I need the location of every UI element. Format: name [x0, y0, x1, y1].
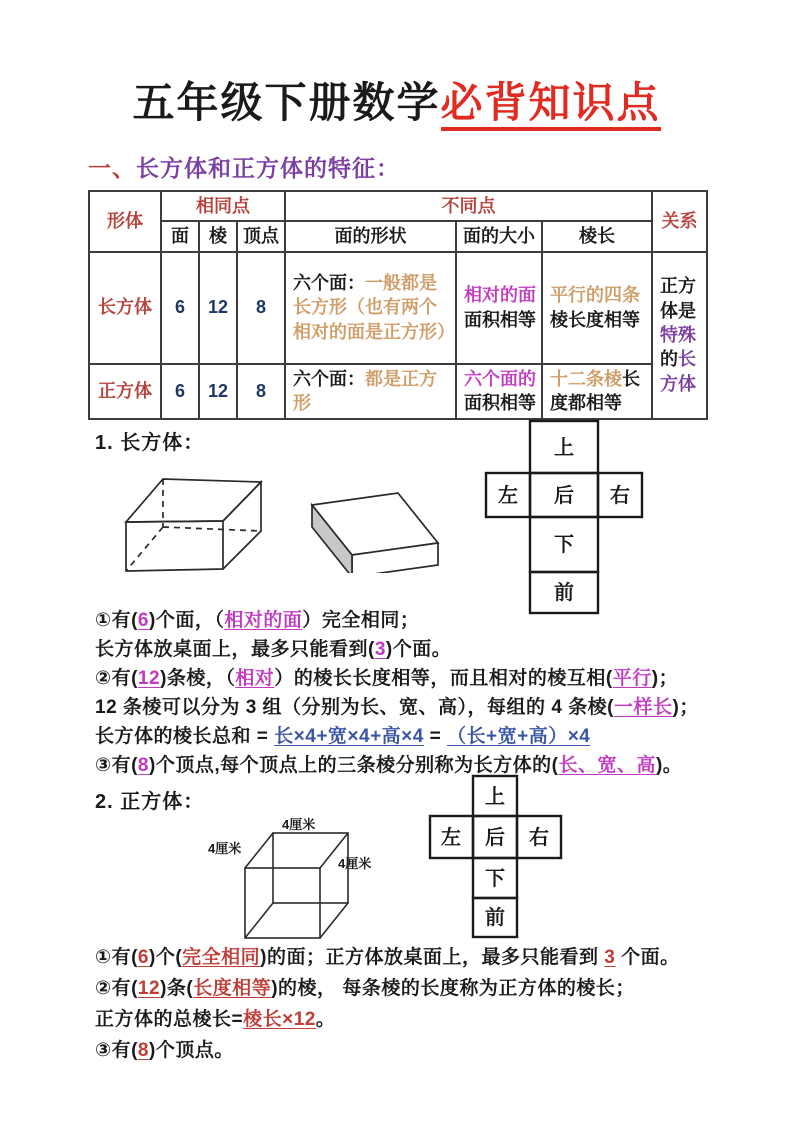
cube-note-line-4: ③有(8)个顶点。	[95, 1040, 234, 1061]
subsection-1-heading: 1. 长方体：	[95, 432, 205, 454]
cuboid-edges-count: 12	[199, 252, 237, 364]
cube-edge-label-left: 4厘米	[208, 841, 242, 856]
net1-face-right: 右	[610, 485, 630, 507]
net1-face-front: 前	[554, 582, 574, 604]
table-row-cuboid	[89, 252, 707, 364]
cube-faces-count: 6	[161, 364, 199, 419]
table-header-row-2	[89, 221, 707, 251]
cuboid-note-line-1: ①有(6)个面，（相对的面）完全相同；	[95, 610, 420, 631]
net2-face-back: 后	[485, 827, 505, 849]
cuboid-notes	[95, 606, 735, 780]
col-header-faces: 面	[161, 221, 199, 251]
cube-edge-label-right: 4厘米	[338, 856, 372, 871]
col-header-face-shape: 面的形状	[285, 221, 456, 251]
col-header-shape: 形体	[89, 191, 161, 252]
row-name-cube: 正方体	[89, 364, 161, 419]
table-row-cube	[89, 364, 707, 419]
cube-vertices-count: 8	[237, 364, 285, 419]
col-header-face-size: 面的大小	[456, 221, 542, 251]
page-title: 五年级下册数学必背知识点	[0, 70, 793, 130]
cuboid-solid-diagram	[298, 488, 443, 573]
col-header-diff: 不同点	[285, 191, 652, 221]
col-header-edges: 棱	[199, 221, 237, 251]
cuboid-note-line-5: 长方体的棱长总和 = 长×4+宽×4+高×4 = （长+宽+高）×4	[95, 726, 591, 747]
col-header-vertices: 顶点	[237, 221, 285, 251]
cuboid-note-line-2: 长方体放桌面上，最多只能看到(3)个面。	[95, 639, 452, 660]
cuboid-note-line-6: ③有(8)个顶点,每个顶点上的三条棱分别称为长方体的(长、宽、高)。	[95, 755, 683, 776]
relation-cell: 正方体是特殊的长方体	[652, 252, 707, 419]
net2-face-top: 上	[485, 786, 505, 808]
cuboid-net-diagram	[484, 419, 644, 615]
feature-table	[88, 190, 708, 420]
cube-face-shape: 六个面：都是正方形	[285, 364, 456, 419]
cube-edges-count: 12	[199, 364, 237, 419]
net1-face-top: 上	[554, 437, 574, 459]
col-header-relation: 关系	[652, 191, 707, 252]
col-header-edge-length: 棱长	[542, 221, 652, 251]
cube-edge-length: 十二条棱长度都相等	[542, 364, 652, 419]
cube-wireframe-diagram	[240, 830, 355, 940]
net1-face-left: 左	[498, 485, 518, 507]
cube-note-line-3: 正方体的总棱长=棱长×12。	[95, 1009, 336, 1030]
net2-face-right: 右	[529, 827, 549, 849]
cube-notes	[95, 942, 745, 1066]
cube-note-line-1: ①有(6)个(完全相同)的面；正方体放桌面上，最多只能看到 3 个面。	[95, 947, 680, 968]
cuboid-edge-length: 平行的四条棱长度相等	[542, 252, 652, 364]
subsection-2-heading: 2. 正方体：	[95, 791, 205, 813]
table-header-row-1	[89, 191, 707, 221]
net1-face-back: 后	[554, 485, 574, 507]
net1-face-bottom: 下	[554, 534, 574, 556]
row-name-cuboid: 长方体	[89, 252, 161, 364]
cuboid-vertices-count: 8	[237, 252, 285, 364]
cuboid-face-size: 相对的面面积相等	[456, 252, 542, 364]
cube-face-size: 六个面的面积相等	[456, 364, 542, 419]
cuboid-note-line-4: 12 条棱可以分为 3 组（分别为长、宽、高），每组的 4 条棱(一样长)；	[95, 697, 699, 718]
cuboid-wireframe-diagram	[118, 472, 268, 580]
cuboid-face-shape: 六个面：一般都是长方形（也有两个相对的面是正方形）	[285, 252, 456, 364]
cube-net-diagram	[428, 774, 563, 939]
net2-face-front: 前	[485, 907, 505, 929]
cube-edge-label-top: 4厘米	[282, 817, 316, 832]
cube-note-line-2: ②有(12)条(长度相等)的棱， 每条棱的长度称为正方体的棱长；	[95, 978, 635, 999]
net2-face-left: 左	[441, 827, 461, 849]
cuboid-faces-count: 6	[161, 252, 199, 364]
section-heading: 一、长方体和正方体的特征：	[88, 155, 400, 181]
col-header-same: 相同点	[161, 191, 285, 221]
cuboid-note-line-3: ②有(12)条棱，（相对）的棱长长度相等，而且相对的棱互相(平行)；	[95, 668, 679, 689]
net2-face-bottom: 下	[485, 868, 505, 890]
